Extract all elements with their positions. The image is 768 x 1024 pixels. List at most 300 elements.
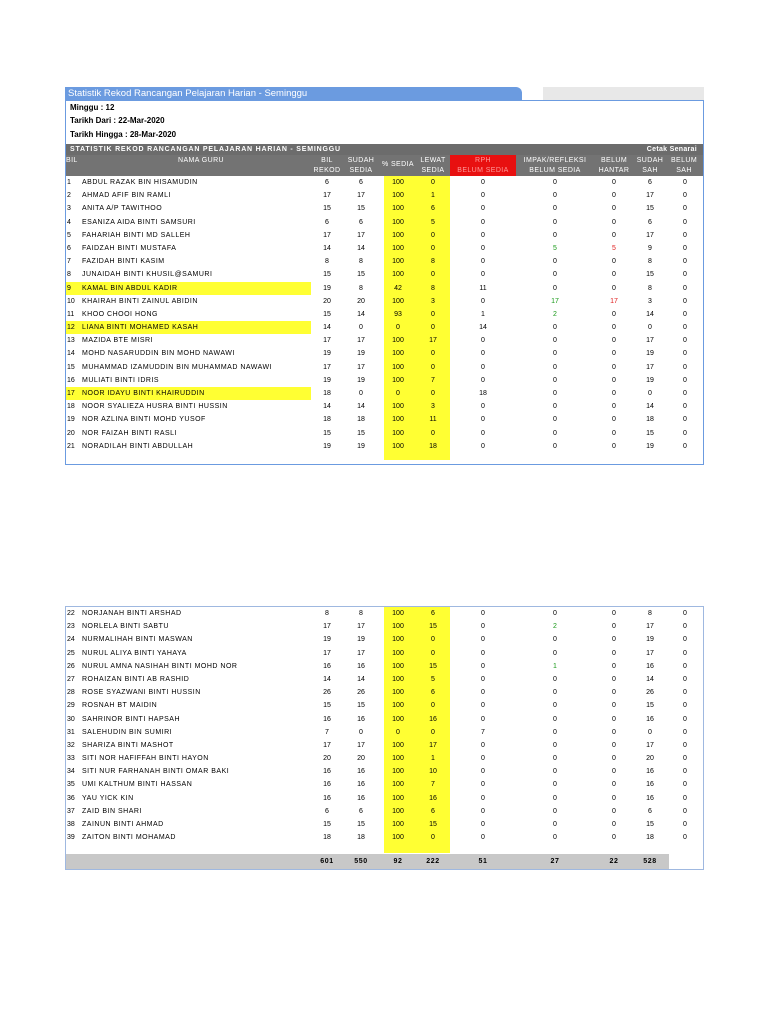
date-from-info: Tarikh Dari : 22-Mar-2020 [70,116,165,125]
table-row [66,347,703,360]
row-bil: 16 [67,376,75,384]
cell-lewat: 3 [431,297,435,305]
cell-sah: 18 [646,834,654,842]
cell-hantar: 0 [612,271,616,279]
cell-belum: 0 [683,324,687,332]
cell-sah: 16 [646,781,654,789]
cell-belum: 0 [683,218,687,226]
table-row [66,255,703,268]
cell-impak: 0 [553,610,557,617]
cell-impak: 0 [553,794,557,802]
cell-hantar: 0 [612,675,616,683]
row-bil: 17 [67,390,75,397]
cell-impak: 0 [553,271,557,279]
cell-rekod: 18 [323,390,331,397]
cell-rph: 0 [481,192,485,200]
cell-belum: 0 [683,728,687,736]
cell-lewat: 1 [431,192,435,200]
cell-rekod: 16 [323,662,331,670]
cell-sudah: 14 [357,310,365,318]
cell-rekod: 8 [325,610,329,617]
cell-sah: 19 [646,442,654,450]
cell-impak: 2 [553,310,557,318]
table-row [66,189,703,202]
cell-sah: 17 [646,192,654,200]
teacher-name: MULIATI BINTI IDRIS [82,376,160,384]
cell-pct: 100 [392,794,404,802]
cell-impak: 0 [553,324,557,332]
cell-rph: 0 [481,337,485,345]
header-belum-hantar: BELUM HANTAR [598,157,630,174]
cell-belum: 0 [683,442,687,450]
cell-belum: 0 [683,416,687,424]
table-row [66,229,703,242]
cell-lewat: 15 [429,623,437,631]
row-bil: 36 [67,794,75,802]
row-bil: 14 [67,350,75,358]
cell-lewat: 16 [429,794,437,802]
cell-hantar: 0 [612,768,616,776]
row-bil: 10 [67,297,75,305]
cell-belum: 0 [683,741,687,749]
cell-sah: 15 [646,205,654,213]
teacher-name: MUHAMMAD IZAMUDDIN BIN MUHAMMAD NAWAWI [82,363,273,371]
cell-hantar: 0 [612,649,616,657]
cell-belum: 0 [683,403,687,411]
table-title: STATISTIK REKOD RANCANGAN PELAJARAN HARIAN - SEMINGGU [70,146,341,153]
header-rph-belum-sedia: RPH BELUM SEDIA [450,155,516,176]
teacher-name: LIANA BINTI MOHAMED KASAH [82,324,199,332]
cell-pct: 100 [392,218,404,226]
cell-impak: 0 [553,728,557,736]
cell-impak: 17 [551,297,559,305]
cell-hantar: 0 [612,715,616,723]
cell-lewat: 0 [431,179,435,186]
cell-rekod: 17 [323,649,331,657]
cell-sudah: 15 [357,429,365,437]
cell-belum: 0 [683,755,687,763]
cell-rekod: 15 [323,205,331,213]
cell-belum: 0 [683,390,687,397]
cell-sah: 15 [646,429,654,437]
cell-belum: 0 [683,768,687,776]
teacher-name: FAZIDAH BINTI KASIM [82,258,165,266]
cell-pct: 100 [392,179,404,186]
row-bil: 9 [67,284,71,292]
table-row [66,282,703,295]
cell-pct: 0 [396,728,400,736]
cell-hantar: 0 [612,324,616,332]
cell-hantar: 0 [612,755,616,763]
cell-sudah: 16 [357,768,365,776]
cell-belum: 0 [683,636,687,644]
page-title-tab: Statistik Rekod Rancangan Pelajaran Harian - Seminggu [65,87,522,101]
cell-rph: 0 [481,297,485,305]
row-bil: 31 [67,728,75,736]
cell-belum: 0 [683,244,687,252]
row-bil: 38 [67,821,75,828]
teacher-name: SALEHUDIN BIN SUMIRI [82,728,173,736]
cell-impak: 0 [553,284,557,292]
cell-belum: 0 [683,689,687,697]
cell-hantar: 0 [612,781,616,789]
cell-lewat: 15 [429,662,437,670]
cell-belum: 0 [683,271,687,279]
cell-rph: 18 [479,390,487,397]
cell-belum: 0 [683,794,687,802]
cell-sudah: 15 [357,205,365,213]
table-row [66,321,703,334]
cell-rph: 0 [481,231,485,239]
table-row [66,427,703,440]
row-bil: 26 [67,662,75,670]
cell-impak: 0 [553,205,557,213]
row-bil: 39 [67,834,75,842]
cell-rph: 0 [481,781,485,789]
cell-sah: 16 [646,715,654,723]
cell-belum: 0 [683,284,687,292]
total-hantar: 22 [609,858,619,865]
header-peratus-sedia: % SEDIA [382,161,414,168]
cell-hantar: 0 [612,429,616,437]
cell-sudah: 6 [359,218,363,226]
row-bil: 19 [67,416,75,424]
cell-impak: 0 [553,429,557,437]
table-row [66,361,703,374]
cell-pct: 100 [392,623,404,631]
cell-sah: 17 [646,363,654,371]
cell-pct: 100 [392,192,404,200]
teacher-table-top [66,176,703,453]
cell-rekod: 17 [323,623,331,631]
cell-sah: 14 [646,675,654,683]
teacher-name: ANITA A/P TAWITHOO [82,205,163,213]
row-bil: 11 [67,310,75,318]
cell-rekod: 19 [323,350,331,358]
cell-lewat: 0 [431,636,435,644]
row-bil: 18 [67,403,75,411]
cell-lewat: 7 [431,781,435,789]
table-row [66,778,703,791]
cell-sah: 17 [646,623,654,631]
cell-lewat: 0 [431,324,435,332]
cell-impak: 0 [553,702,557,710]
cell-pct: 100 [392,662,404,670]
cell-pct: 100 [392,205,404,213]
cell-lewat: 0 [431,231,435,239]
teacher-name: SITI NOR HAFIFFAH BINTI HAYON [82,755,209,763]
cell-hantar: 0 [612,179,616,186]
cell-lewat: 17 [429,741,437,749]
cell-impak: 0 [553,741,557,749]
table-row [66,413,703,426]
cell-impak: 0 [553,442,557,450]
row-bil: 37 [67,807,75,815]
cell-rekod: 19 [323,284,331,292]
cell-rekod: 18 [323,416,331,424]
print-list-button[interactable]: Cetak Senarai [646,146,697,153]
cell-impak: 0 [553,218,557,226]
cell-lewat: 0 [431,350,435,358]
cell-sudah: 15 [357,702,365,710]
cell-hantar: 0 [612,231,616,239]
row-bil: 22 [67,610,75,617]
cell-rekod: 19 [323,636,331,644]
cell-rph: 0 [481,821,485,828]
cell-belum: 0 [683,781,687,789]
cell-rekod: 7 [325,728,329,736]
cell-pct: 100 [392,741,404,749]
cell-sudah: 14 [357,403,365,411]
row-bil: 32 [67,741,75,749]
column-headers [66,155,703,176]
teacher-name: JUNAIDAH BINTI KHUSIL@SAMURI [82,271,213,279]
cell-rekod: 16 [323,715,331,723]
cell-rph: 0 [481,794,485,802]
cell-pct: 100 [392,689,404,697]
row-bil: 13 [67,337,75,345]
table-row [66,739,703,752]
cell-pct: 100 [392,258,404,266]
cell-rph: 0 [481,715,485,723]
cell-belum: 0 [683,179,687,186]
row-bil: 6 [67,244,71,252]
cell-pct: 100 [392,416,404,424]
teacher-name: ZAID BIN SHARI [82,807,142,815]
teacher-table-bottom [66,607,703,844]
row-bil: 25 [67,649,75,657]
row-bil: 2 [67,192,71,200]
cell-sudah: 19 [357,442,365,450]
row-bil: 15 [67,363,75,371]
table-row [66,295,703,308]
table-row [66,176,703,189]
teacher-name: NORLELA BINTI SABTU [82,623,169,631]
row-bil: 12 [67,324,75,332]
cell-rekod: 19 [323,442,331,450]
cell-hantar: 0 [612,416,616,424]
cell-rekod: 20 [323,297,331,305]
cell-pct: 100 [392,781,404,789]
cell-sudah: 14 [357,244,365,252]
cell-rph: 0 [481,376,485,384]
cell-belum: 0 [683,205,687,213]
table-row [66,334,703,347]
cell-impak: 0 [553,376,557,384]
cell-rekod: 15 [323,310,331,318]
cell-sah: 19 [646,376,654,384]
cell-sah: 19 [646,636,654,644]
teacher-name: KHAIRAH BINTI ZAINUL ABIDIN [82,297,198,305]
cell-rph: 0 [481,416,485,424]
cell-hantar: 0 [612,689,616,697]
cell-sudah: 6 [359,807,363,815]
cell-impak: 0 [553,675,557,683]
cell-impak: 0 [553,403,557,411]
cell-lewat: 6 [431,610,435,617]
teacher-name: SHARIZA BINTI MASHOT [82,741,174,749]
cell-sudah: 17 [357,623,365,631]
cell-sudah: 17 [357,231,365,239]
row-bil: 24 [67,636,75,644]
cell-sah: 14 [646,403,654,411]
row-bil: 3 [67,205,71,213]
cell-hantar: 0 [612,636,616,644]
cell-impak: 0 [553,231,557,239]
cell-rph: 14 [479,324,487,332]
cell-hantar: 0 [612,442,616,450]
cell-pct: 100 [392,231,404,239]
cell-rekod: 17 [323,363,331,371]
cell-lewat: 11 [429,416,437,424]
cell-rph: 0 [481,610,485,617]
cell-rph: 0 [481,271,485,279]
cell-impak: 1 [553,662,557,670]
cell-sudah: 19 [357,376,365,384]
cell-sah: 0 [648,390,652,397]
cell-sudah: 17 [357,192,365,200]
cell-sudah: 8 [359,258,363,266]
cell-pct: 100 [392,429,404,437]
cell-pct: 0 [396,390,400,397]
header-sudah-sedia: SUDAH SEDIA [347,157,375,174]
cell-rph: 0 [481,675,485,683]
cell-lewat: 8 [431,258,435,266]
cell-lewat: 0 [431,834,435,842]
row-bil: 21 [67,442,75,450]
row-bil: 28 [67,689,75,697]
cell-lewat: 10 [429,768,437,776]
cell-rph: 0 [481,179,485,186]
cell-hantar: 0 [612,834,616,842]
cell-sudah: 18 [357,834,365,842]
cell-sah: 3 [648,297,652,305]
cell-rph: 0 [481,350,485,358]
cell-pct: 100 [392,610,404,617]
cell-pct: 100 [392,636,404,644]
cell-sudah: 20 [357,755,365,763]
cell-rph: 0 [481,702,485,710]
cell-hantar: 0 [612,350,616,358]
cell-rph: 0 [481,636,485,644]
cell-pct: 100 [392,834,404,842]
cell-pct: 100 [392,297,404,305]
cell-impak: 0 [553,689,557,697]
header-lewat-sedia: LEWAT SEDIA [420,157,446,174]
cell-rekod: 19 [323,376,331,384]
cell-rph: 0 [481,205,485,213]
teacher-name: KAMAL BIN ABDUL KADIR [82,284,178,292]
cell-sah: 8 [648,258,652,266]
cell-impak: 0 [553,834,557,842]
cell-pct: 100 [392,376,404,384]
row-bil: 1 [67,179,71,186]
header-nama: NAMA GURU [178,157,224,164]
cell-sah: 15 [646,702,654,710]
cell-pct: 100 [392,821,404,828]
row-bil: 23 [67,623,75,631]
cell-sudah: 16 [357,781,365,789]
cell-sudah: 17 [357,363,365,371]
row-bil: 30 [67,715,75,723]
teacher-name: NORADILAH BINTI ABDULLAH [82,442,194,450]
cell-impak: 0 [553,821,557,828]
teacher-name: NORJANAH BINTI ARSHAD [82,610,182,617]
cell-lewat: 0 [431,728,435,736]
date-to-info: Tarikh Hingga : 28-Mar-2020 [70,130,177,139]
cell-sudah: 15 [357,821,365,828]
header-belum-sah: BELUM SAH [670,157,698,174]
teacher-name: YAU YICK KIN [82,794,134,802]
cell-belum: 0 [683,821,687,828]
teacher-name: NURMALIHAH BINTI MASWAN [82,636,193,644]
cell-lewat: 6 [431,689,435,697]
cell-rph: 7 [481,728,485,736]
cell-rekod: 16 [323,794,331,802]
cell-pct: 100 [392,337,404,345]
cell-hantar: 0 [612,741,616,749]
row-bil: 35 [67,781,75,789]
row-bil: 34 [67,768,75,776]
cell-hantar: 0 [612,363,616,371]
teacher-name: FAIDZAH BINTI MUSTAFA [82,244,177,252]
cell-sah: 14 [646,310,654,318]
cell-pct: 0 [396,324,400,332]
cell-belum: 0 [683,429,687,437]
teacher-name: NOR FAIZAH BINTI RASLI [82,429,178,437]
cell-sah: 15 [646,271,654,279]
cell-sudah: 16 [357,715,365,723]
row-bil: 8 [67,271,71,279]
cell-sah: 8 [648,284,652,292]
cell-sudah: 14 [357,675,365,683]
teacher-name: KHOO CHOOI HONG [82,310,158,318]
cell-sah: 8 [648,610,652,617]
table-row [66,374,703,387]
cell-pct: 100 [392,715,404,723]
cell-pct: 93 [394,310,402,318]
cell-impak: 0 [553,192,557,200]
cell-hantar: 0 [612,610,616,617]
cell-rekod: 14 [323,675,331,683]
table-row [66,440,703,453]
cell-sah: 17 [646,337,654,345]
cell-rekod: 15 [323,702,331,710]
header-impak-refleksi: IMPAK/REFLEKSI BELUM SEDIA [523,157,587,174]
cell-impak: 5 [553,244,557,252]
cell-rph: 0 [481,429,485,437]
table-row [66,831,703,844]
table-row [66,242,703,255]
cell-impak: 0 [553,179,557,186]
cell-impak: 0 [553,768,557,776]
cell-lewat: 18 [429,442,437,450]
cell-sah: 16 [646,662,654,670]
cell-pct: 100 [392,442,404,450]
header-bil-rekod: BIL REKOD [313,157,341,174]
header-sudah-sah: SUDAH SAH [636,157,664,174]
cell-rph: 0 [481,218,485,226]
cell-rekod: 15 [323,821,331,828]
cell-hantar: 0 [612,337,616,345]
cell-sah: 16 [646,768,654,776]
cell-rekod: 14 [323,244,331,252]
table-row [66,607,703,620]
teacher-name: ABDUL RAZAK BIN HISAMUDIN [82,179,198,186]
cell-hantar: 0 [612,728,616,736]
cell-sudah: 8 [359,284,363,292]
teacher-name: SITI NUR FARHANAH BINTI OMAR BAKI [82,768,230,776]
